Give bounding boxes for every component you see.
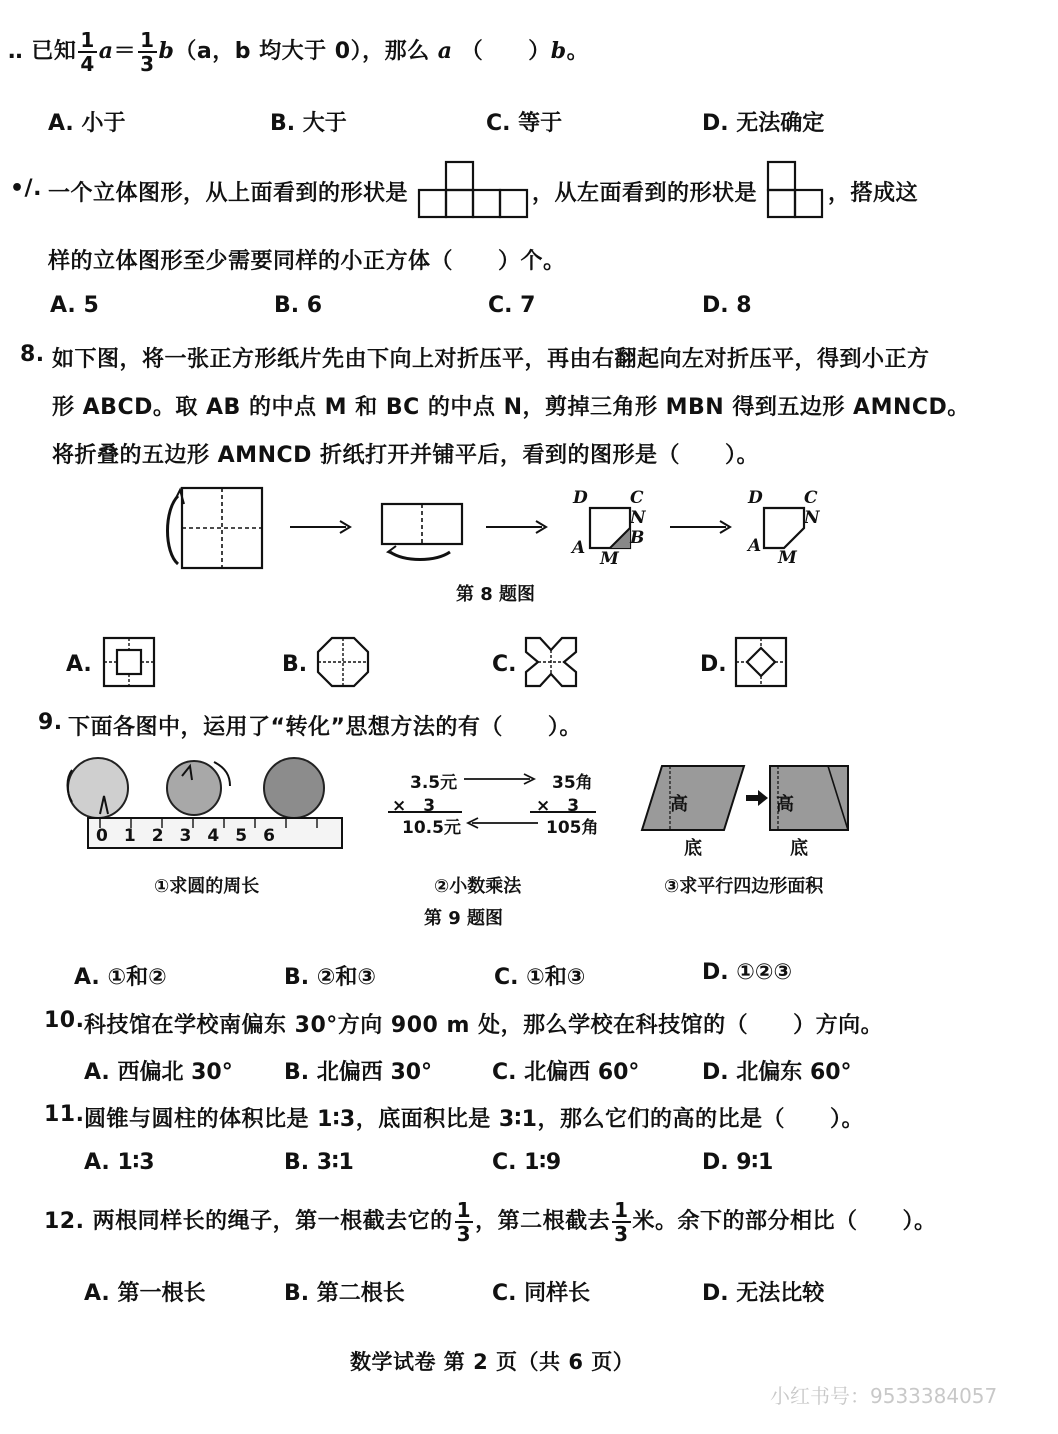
q12-text-3: 米。余下的部分相比（ ）。 [632,1209,937,1234]
q8-option-d-figure[interactable] [734,636,788,688]
q10-option-d[interactable]: D. 北偏东 60° [702,1060,852,1085]
q10-option-c[interactable]: C. 北偏西 60° [492,1060,640,1085]
q8-number: 8. [20,342,45,367]
q6-frac1-den: 4 [80,52,95,76]
q6-var-b: b [158,38,175,64]
arrow-left-icon [466,818,538,828]
ruler-tick: 4 [207,826,236,846]
q9-number: 9. [38,710,63,735]
q12-option-d[interactable]: D. 无法比较 [702,1281,825,1306]
q6-equals: ＝ [113,39,137,64]
q8-option-b-figure[interactable] [316,636,370,688]
calc-bottom-left: 10.5元 [402,818,461,838]
watermark: 小红书号：9533384057 [770,1384,998,1408]
q7-left-view-figure [766,160,824,218]
calc-mul-right: × 3 [536,796,580,816]
ruler-tick: 2 [151,826,180,846]
q12-fraction-2 [612,1200,630,1244]
q6-fraction-1 [78,30,96,74]
q6-condition: （a，b 均大于 0），那么 [174,39,430,64]
q6-prefix: 已知 [31,39,77,64]
q6-option-a[interactable]: A. 小于 [48,111,126,136]
q6-var-a: a [98,38,114,64]
q11-option-c[interactable]: C. 1∶9 [492,1150,562,1175]
q7-option-b[interactable]: B. 6 [274,293,323,318]
q6-frac1-num: 1 [80,28,95,52]
rectangle-height-label: 高 [776,794,794,815]
q11-option-d[interactable]: D. 9∶1 [702,1150,774,1175]
arrow-right-icon [290,520,352,534]
q6-end: 。 [566,39,590,64]
page-footer: 数学试卷 第 2 页（共 6 页） [350,1350,635,1374]
ruler-tick-labels [96,826,291,846]
q9-caption-3: ③求平行四边形面积 [664,876,824,897]
q12-number: 12. [44,1209,85,1234]
q12-frac1-den: 3 [456,1222,472,1246]
q8-step4-pentagon [762,506,806,550]
ruler-tick: 1 [123,826,152,846]
q11-number: 11. [44,1102,85,1127]
q7-top-view-figure [418,160,528,218]
q8-option-b[interactable]: B. [282,652,308,677]
q7-line-2: 样的立体图形至少需要同样的小正方体（ ）个。 [48,249,566,274]
q8-label-a: A [748,536,762,556]
q12-text-1: 两根同样长的绳子，第一根截去它的 [92,1209,453,1234]
parallelogram-height-label: 高 [670,794,688,815]
q8-line-3: 将折叠的五边形 AMNCD 折纸打开并铺平后，看到的图形是（ ）。 [52,443,760,468]
q7-option-a[interactable]: A. 5 [50,293,99,318]
q8-label-b: B [630,528,645,548]
q12-text-2: ，第二根截去 [475,1209,611,1234]
q8-option-a[interactable]: A. [66,652,92,677]
q10-number: 10. [44,1008,85,1033]
q8-label-n: N [804,508,820,528]
q6-frac2-num: 1 [140,28,155,52]
q7-option-d[interactable]: D. 8 [702,293,752,318]
q7-number: •/. [10,176,42,201]
q9-text: 下面各图中，运用了“转化”思想方法的有（ ）。 [68,715,582,740]
q8-line-1: 如下图，将一张正方形纸片先由下向上对折压平，再由右翻起向左对折压平，得到小正方 [52,347,930,372]
q8-figure-caption: 第 8 题图 [456,584,536,605]
q12-frac1-num: 1 [456,1198,472,1222]
q12-option-a[interactable]: A. 第一根长 [84,1281,206,1306]
q6-var-b2: b [550,38,567,64]
q8-label-d: D [748,488,763,508]
q10-option-a[interactable]: A. 西偏北 30° [84,1060,233,1085]
q8-option-c-figure[interactable] [524,636,578,688]
q9-option-a[interactable]: A. ①和② [74,965,167,990]
q9-caption-2: ②小数乘法 [434,876,522,897]
arrow-right-icon [464,774,536,784]
q6-fraction-2 [138,30,156,74]
q8-label-m: M [600,549,619,569]
calc-top-left: 3.5元 [410,773,458,793]
arrow-right-icon [486,520,548,534]
q11-text: 圆锥与圆柱的体积比是 1∶3，底面积比是 3∶1，那么它们的高的比是（ ）。 [84,1107,864,1132]
arrow-right-icon [670,520,732,534]
q6-option-b[interactable]: B. 大于 [270,111,347,136]
q12-fraction-1 [455,1200,473,1244]
q8-step2-rectangle [380,502,466,562]
q12-option-b[interactable]: B. 第二根长 [284,1281,405,1306]
q7-option-c[interactable]: C. 7 [488,293,536,318]
rectangle-base-label: 底 [790,838,808,859]
calc-top-right: 35角 [552,773,593,793]
q9-option-d[interactable]: D. ①②③ [702,960,793,985]
ruler-tick: 6 [263,826,291,846]
q6-number: ‥ [8,39,24,64]
q8-step1-square [160,486,266,570]
ruler-tick: 0 [96,826,124,846]
q8-option-c[interactable]: C. [492,652,517,677]
q12-frac2-den: 3 [614,1222,629,1246]
q10-option-b[interactable]: B. 北偏西 30° [284,1060,433,1085]
q12-stem [44,1200,937,1244]
ruler-tick: 5 [235,826,264,846]
q8-label-n: N [630,508,646,528]
q8-line-2: 形 ABCD。取 AB 的中点 M 和 BC 的中点 N，剪掉三角形 MBN 得到五边形 AMNCD。 [52,395,970,420]
q12-option-c[interactable]: C. 同样长 [492,1281,591,1306]
q6-var-a2: a [437,38,453,64]
q8-step3-square-abcd [588,506,632,550]
q9-caption-1: ①求圆的周长 [154,876,260,897]
q6-stem [8,30,589,74]
q8-label-c: C [804,488,818,508]
q6-answer-paren: （ ） [460,39,551,64]
q9-figure-caption: 第 9 题图 [424,908,504,929]
q10-text: 科技馆在学校南偏东 30°方向 900 m 处，那么学校在科技馆的（ ）方向。 [84,1013,884,1038]
ruler-tick: 3 [179,826,208,846]
q8-option-d[interactable]: D. [700,652,727,677]
calc-mul-left: × 3 [392,796,436,816]
q11-option-b[interactable]: B. 3∶1 [284,1150,354,1175]
parallelogram-base-label: 底 [684,838,702,859]
q7-text-3: ，搭成这 [828,181,919,206]
q12-frac2-num: 1 [614,1198,629,1222]
q7-text-1: 一个立体图形，从上面看到的形状是 [48,181,409,206]
q6-option-c[interactable]: C. 等于 [486,111,563,136]
q9-option-b[interactable]: B. ②和③ [284,965,377,990]
q11-option-a[interactable]: A. 1∶3 [84,1150,155,1175]
q8-label-d: D [573,488,588,508]
q6-option-d[interactable]: D. 无法确定 [702,111,825,136]
q8-label-m: M [778,548,797,568]
q8-label-a: A [572,538,586,558]
q7-text-2: ，从左面看到的形状是 [532,181,758,206]
q8-option-a-figure[interactable] [102,636,156,688]
calc-bottom-right: 105角 [546,818,599,838]
q8-label-c: C [630,488,644,508]
q9-option-c[interactable]: C. ①和③ [494,965,586,990]
q6-frac2-den: 3 [140,52,155,76]
